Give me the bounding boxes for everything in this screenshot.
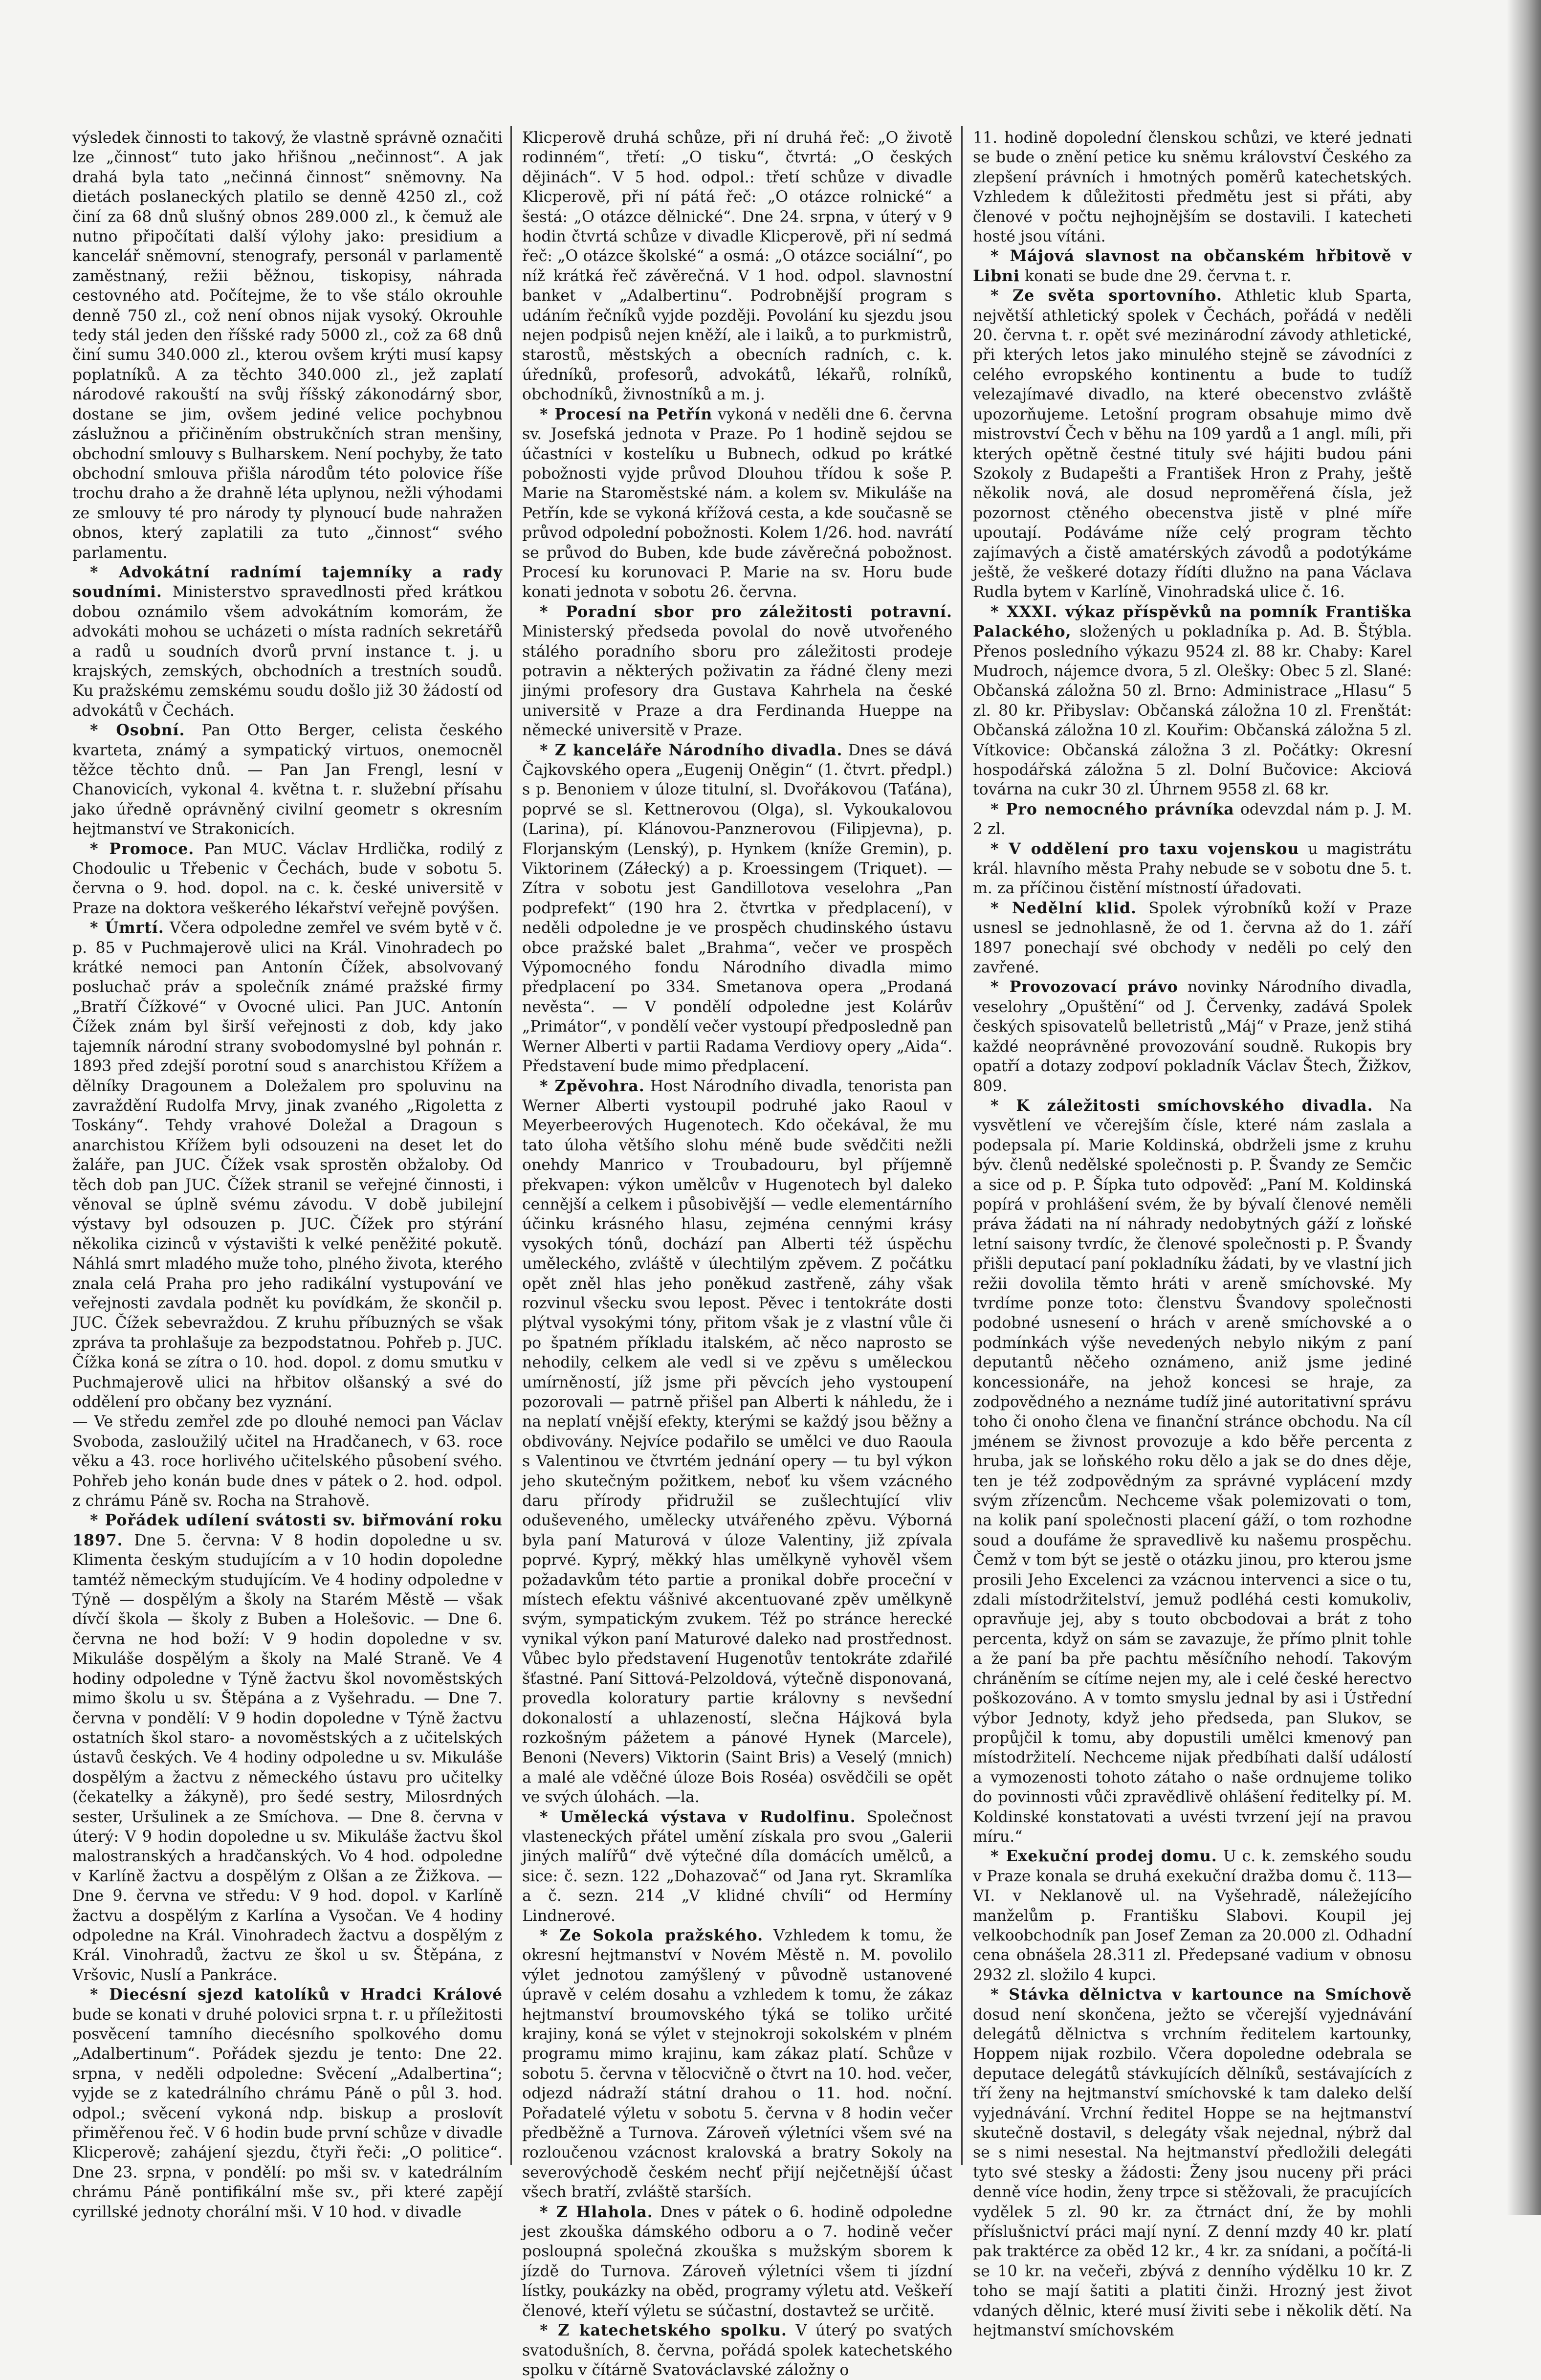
article-paragraph	[72, 839, 503, 919]
article-text: u magistrátu král. hlavního města Prahy nebude se v sobotu dne 5. t. m. za příčinou čistění místností úřadovati.	[973, 840, 1412, 898]
article-text: Klicperově druhá schůze, při ní druhá řeč: „O životě rodinném“, třetí: „O tisku“, čtvrtá: „O českých dějinách“. V 5 hod. odpol.: třetí schůze v divadle Klicperově, při ní pátá řeč: „O otázce rolnické“ a šestá: „O otázce dělnické“. Dne 24. srpna, v úterý v 9 hodin čtvrtá schůze v divadle Klicperově, při ní sedmá řeč: „O otázce školské“ a osmá: „O otázce sociální“, po níž krátká řeč závěrečná. V 1 hod. odpol. slavnostní banket v „Adalbertinu“. Podrobnější program s udáním řečníků vyjde později. Povolání ku sjezdu jsou nejen podpisů nejen kněží, ale i laiků, a to purkmistrů, starostů, městských a obecních radních, c. k. úředníků, profesorů, advokátů, lékařů, rolníků, obchodníků, živnostníků a m. j.	[522, 129, 952, 404]
article-heading: * Umělecká výstava v Rudolfinu.	[540, 1807, 856, 1826]
column-divider	[510, 126, 512, 2165]
article-heading: * Nedělní klid.	[991, 899, 1137, 917]
article-heading: * Diecésní sjezd katolíků v Hradci Králové	[90, 1985, 503, 2004]
article-text: dosud není skončena, ježto se včerejší vyjednávání delegátů dělnictva s vrchním ředitelem kartounky, Hoppem nijak rozbilo. Včera dopoledne odebrala se deputace delegátů stávkujících dělníků, sestávajících z tří ženy na hejtmanství smíchovské k tam daleko delší vyjednávání. Vrchní ředitel Hoppe se na hejtmanství skutečně dostavil, s delegáty však nejednal, nýbrž dal se s nimi nesestal. Na hejtmanství předložili delegáti tyto své stesky a žádosti: Ženy jsou nuceny při práci denně více hodin, ženy trpce si stěžovali, že pracujících vydělek 5 zl. 90 kr. za čtrnáct dní, že by mohli příslušnictví práci mají nyní. Z denní mzdy 40 kr. platí pak traktérce za oběd 12 kr., 4 kr. za snídani, a počítá-li se 10 kr. na večeři, zbývá z denního výdělku 10 kr. Z toho se mají šatiti a platiti činži. Hrozný jest život vdaných dělnic, které musí živiti sebe i několik dětí. Na hejtmanství smíchovském	[973, 2005, 1412, 2340]
article-heading: * Ze světa sportovního.	[991, 286, 1222, 305]
article-text: — Ve středu zemřel zde po dlouhé nemoci pan Václav Svoboda, zasloužilý učitel na Hradčanech, v 63. roce věku a 43. roce horlivého učitelského působení svého. Pohřeb jeho konán bude dnes v pátek o 2. hod. odpol. z chrámu Páně sv. Rocha na Strahově.	[72, 1413, 503, 1510]
article-heading: * Procesí na Petřín	[540, 405, 713, 423]
article-paragraph	[522, 2203, 952, 2321]
article-paragraph	[72, 563, 503, 721]
column-divider	[961, 126, 963, 2165]
article-text: Dnes v pátek o 6. hodině odpoledne jest zkouška dámského odboru a o 7. hodině večer posloupná společná zkouška s mužským sborem k jízdě do Turnova. Zároveň výletníci všem ti jízdní lístky, poukázky na oběd, programy výletu atd. Veškeří členové, kteří výletu se súčastní, dostavtež se určitě.	[522, 2203, 953, 2320]
article-paragraph	[973, 977, 1412, 1096]
article-text: Společnost vlasteneckých přátel umění získala pro svou „Galerii jiných malířů“ dvě výtečné díla domácích umělců, a sice: č. sezn. 122 „Dohazovač“ od Janа ryt. Skramlíka a č. sezn. 214 „V klidné chvíli“ od Hermíny Lindnerové.	[522, 1808, 952, 1925]
article-heading: * K záležitosti smíchovského divadla.	[991, 1096, 1373, 1115]
article-paragraph	[72, 721, 503, 839]
article-heading: * Z kanceláře Národního divadla.	[540, 741, 843, 759]
article-text: Včera odpoledne zemřel ve svém bytě v č. p. 85 v Puchmajerově ulici na Král. Vinohradech po krátké nemoci pan Antonín Čížek, absolvovaný posluchač práv a společník známé pražské firmy „Bratří Čížkové“ v Ovocné ulici. Pan JUC. Antonín Čížek znám byl širší veřejnosti z dob, kdy jako tajemník národní strany svobodomyslné byl pohnán r. 1893 před zdejší porotní soud s anarchistou Křížem a dělníky Dragounem a Doležalem pro spoluvinu na zavraždění Rudolfa Mrvy, jinak zvaného „Rigoletta z Toskány“. Tehdy vrahové Doležal a Dragoun s anarchistou Křížem byli odsouzeni na deset let do žaláře, pan JUC. Čížek vsak sprostěn obžaloby. Od těch dob pan JUC. Čížek stranil se veřejné činnosti, i věnoval se úplně svému závodu. V době jubilejní výstavy byl odsouzen p. JUC. Čížek pro stýrání několika cizinců v výstavišti k velké peněžité pokutě. Náhlá smrt mladého muže toho, plného života, kterého znala celá Praha pro jeho radikální vystupování ve veřejnosti zavdala podnět ku povídkám, že skončil p. JUC. Čížek sebevraždou. Z kruhu příbuzných se však zpráva ta prohlašuje za bezpodstatnou. Pohřeb p. JUC. Čížka koná se zítra o 10. hod. dopol. z domu smutku v Puchmajerově ulici na hřbitov olšanský a své do oddělení pro občany bez vyznání.	[72, 919, 503, 1411]
article-paragraph	[522, 602, 952, 741]
article-text: Na vysvětlení ve včerejším čísle, které nám zaslala a podepsala pí. Marie Koldinská, obdrželi jsme z kruhu býv. členů nedělské společnosti p. P. Švandy ze Semčic a sice od p. P. Šípka tuto odpověď: „Paní M. Koldinská popírá v prohlášení svém, že by bývalí členové neměli práva žádati na ní náhrady nedobytných gáží z loňské letní saisony tvrdíc, že členové společnosti p. P. Švandy přišli deputací paní pokladníku žádati, by ve vlastní jich režii dovolila těmto hráti v areně smíchovské. My tvrdíme ponze toto: členstvu Švandovy společnosti podobné usnesení o hrách v areně smíchovské a o podmínkách výše nevedených nebylo nikým z paní deputantů něčeho oznámeno, aniž jsme jediné koncessionáře, na jehož koncesi se hraje, za zodpovědného a neznáme tudíž jiné autoritativní správu toho či onoho člena ve finanční stránce obchodu. Na cíl jménem se živnost provozuje a kdo běře percenta z hruba, jak se loňského roku dělo a jak se do dnes děje, ten je též zodpovědným za správné vyplácení mzdy svým zřízencům. Nechceme však polemizovati o tom, na kolik paní společnosti placení gáží, o tom rozhodne soud a doufáme že spravedlivě ku našemu prospěchu. Čemž v tom být se jestě o otázku jinou, pro kterou jsme prosili Jeho Excelenci za vzácnou intervenci a sice o tu, zdali místodržitelství, jemuž podléhá cesti komukoliv, opravňuje jej, aby s touto obcbodovai a brát z toho percenta, když on sám se zavazuje, že přímo plnit tohle a že paní ba pře pachtu měsíčního nehodí. Takovým chráněním se cítíme nejen my, ale i celé české herectvo poškozováno. A v tomto smyslu jednal by asi i Ústřední výbor Jednoty, když jeho předseda, pan Slukov, se propůjčil k tomu, aby dopustili umělci kmenový pan místodržitelí. Nechceme nijak předbíhati další událostí a vymozenosti tohoto zátaho o naše ordnujeme toliko do povinnosti vůči zpravědlivě ohlášení ředitelky pí. M. Koldinské konstatovati a uvésti tvrzení její na pravou míru.“	[973, 1097, 1412, 1846]
article-heading: * Osobní.	[90, 721, 185, 740]
article-paragraph	[522, 1926, 952, 2203]
article-text: Athletic klub Sparta, největší athletický spolek v Čechách, pořádá v neděli 20. června t. r. opět své mezinárodní závody athletické, při kterých letos jako minulého stejně se závodníci z celého evropského kontinentu a bude to tudíž velezajímavé divadlo, na které obecenstvo zvláště upozorňujeme. Letošní program obsahuje mimo dvě mistrovství Čech v běhu na 109 yardů a 1 angl. míli, při kterých opětně čestné tituly své hájiti budou páni Szokoly z Budapešti a František Hron z Prahy, ještě několik nová, ale dosud neproměřená čísla, jež pozornost ctěného obecenstva jistě v plné míře upoutají. Podáváme níže celý program těchto zajímavých a čistě amatérských závodů a podotýkáme ještě, že veškeré dotazy řídíti dlužno na pana Václava Rudla bytem v Karlíně, Vinohradská ulice č. 16.	[973, 287, 1412, 601]
article-heading: * Poradní sbor pro záležitosti potravní.	[540, 602, 952, 621]
article-text: Ministerský předseda povolal do nově utvořeného stálého poradního sboru pro záležitosti prodeje potravin a některých poživatin za řádné členy mezi jinými profesory dra Gustava Kahrhela na české universitě v Praze a dra Ferdinanda Hueppe na německé universitě v Praze.	[522, 623, 952, 740]
article-paragraph	[72, 128, 503, 563]
article-text: U c. k. zemského soudu v Praze konala se druhá exekuční dražba domu č. 113—VI. v Neklanově ul. na Vyšehradě, náležejícího manželům p. Františku Slabovi. Koupil jej velkoobchodník pan Josef Zeman za 20.000 zl. Odhadní cena obnášela 28.311 zl. Předepsané vadium v obnosu 2932 zl. složilo 4 kupci.	[973, 1848, 1412, 1984]
article-heading: * Úmrtí.	[90, 919, 164, 937]
article-text: 11. hodině dopolední členskou schůzi, ve které jednati se bude o znění petice ku sněmu království Českého za zlepšení právních i hmotných poměrů katechetských. Vzhledem k důležitosti předmětu jest si přáti, aby členové v počtu nejhojnějším se dostavili. I katecheti hosté jsou vítáni.	[973, 129, 1412, 246]
article-heading: * Ze Sokola pražského.	[540, 1926, 764, 1944]
article-paragraph	[72, 918, 503, 1412]
article-text: odevzdal nám p. J. M. 2 zl.	[973, 800, 1412, 838]
article-paragraph	[522, 2321, 952, 2380]
article-heading: * Pro nemocného právníka	[991, 800, 1234, 818]
article-paragraph	[522, 1077, 952, 1807]
article-heading: * Májová slavnost na občanském hřbitově v Libni	[973, 247, 1412, 285]
article-text: Dne 5. června: V 8 hodin dopoledne u sv. Klimenta českým studujícím a v 10 hodin dopoledne tamtéž německým studujícím. Ve 4 hodiny odpoledne v Týně — dospělým a školy na Starém Městě — však dívčí škola — školy z Buben a Holešovic. — Dne 6. června ne hod boží: V 9 hodin dopoledne v sv. Mikuláše dospělým a školy na Malé Straně. Ve 4 hodiny odpoledne v Týně žactvu škol novoměstských mimo školu u sv. Štěpána a z Vyšehradu. — Dne 7. června v pondělí: V 9 hodin dopoledne v Týně žactvu ostatních škol staro- a novoměstských a z učitelských ústavů českých. Ve 4 hodiny odpoledne u sv. Mikuláše dospělým a žactvu z německého ústavu pro učitelky (čekatelky a žákyně), pro šedé sestry, Milosrdných sester, Uršulinek a ze Smíchova. — Dne 8. června v úterý: V 9 hodin dopoledne u sv. Mikuláše žactvu škol malostranských a hradčanských. Vo 4 hod. odpoledne v Karlíně žactvu a dospělým z Olšan a ze Žižkova. — Dne 9. června ve středu: V 9 hod. dopol. v Karlíně žactvu a dospělým z Karlína a Vysočan. Ve 4 hodiny odpoledne na Král. Vinohradech žactvu a dospělým z Král. Vinohradů, žactvu ze škol u sv. Štěpána, z Vršovic, Nuslí a Pankráce.	[72, 1531, 503, 1984]
article-paragraph	[973, 286, 1412, 602]
article-heading: * Pořádek udílení svátosti sv. biřmování roku 1897.	[72, 1511, 503, 1549]
column-middle	[522, 128, 953, 2379]
article-heading: * Stávka dělnictva v kartounce na Smíchově	[991, 1985, 1412, 2004]
article-paragraph	[973, 602, 1412, 800]
article-paragraph	[973, 1096, 1412, 1847]
article-paragraph	[522, 1807, 952, 1926]
article-paragraph	[522, 128, 952, 405]
article-text: výsledek činnosti to takový, že vlastně správně označiti lze „činnost“ tuto jako hřišnou „nečinnost“. A jak drahá byla tato „nečinná činnost“ sněmovny. Na dietách poslaneckých platilo se denně 4250 zl., což činí za 68 dnů slušný obnos 289.000 zl., k čemuž ale nutno připočítati další výlohy jako: presidium a kancelář sněmovní, stenografy, personál v parlamentě zaměstnaný, režii běžnou, tiskopisy, náhrada cestovného atd. Počítejme, že to vše stálo okrouhle denně 750 zl., což není obnos nijak vysoký. Okrouhle tedy stál jeden den říšské rady 5000 zl., což za 68 dnů činí sumu 340.000 zl., kterou ovšem krýti musí kapsy poplatníků. A za těchto 340.000 zl., jež zaplatí národové rakouští na svůj říšský zákonodárný sbor, dostane se jim, ovšem jediné velice pochybnou záslužnou a přičiněním obstrukčních stran menšiny, obchodní smlouvy s Bulharskem. Není pochyby, že tato obchodní smlouva přišla národům této polovice říše trochu draho a že drahně léta uplynou, nežli výhodami ze smlouvy té pro národy ty plynoucí bude nahražen obnos, který zaplatili za tuto „činnost“ svého parlamentu.	[72, 129, 503, 562]
article-paragraph	[522, 741, 952, 1077]
article-text: novinky Národního divadla, veselohry „Opuštění“ od J. Červenky, zadává Spolek českých spisovatelů belletristů „Máj“ v Praze, jenž stihá každé neoprávněné provozování soudně. Rukopis bry opatří a dotazy zodpoví pokladník Václav Štech, Žižkov, 809.	[973, 978, 1412, 1095]
article-heading: * Provozovací právo	[991, 978, 1178, 996]
article-paragraph	[522, 405, 952, 602]
article-text: konati se bude dne 29. června t. r.	[1025, 267, 1292, 285]
article-heading: * Zpěvohra.	[540, 1077, 645, 1095]
article-paragraph	[72, 1511, 503, 1985]
article-text: Host Národního divadla, tenorista pan Werner Alberti vystoupil podruhé jako Raoul v Meyerbeerových Hugenotech. Kdo očekával, že mu tato úloha většího slohu méně bude svědčiti nežli onehdy Manrico v Troubadouru, byl příjemně překvapen: výkon umělcův v Hugenotech byl daleko cennější a celkem i působivější — vedle elementárního účinku krásného hlasu, zejména cennými krásy vysokých tónů, dochází pan Alberti též úspěchu uměleckého, zvláště v úlechtilým zpěvem. Z počátku opět zněl hlas jeho poněkud zastřeně, záhy však rozvinul všecku svou lepost. Pěvec i tentokráte dosti plýtval vysokými tóny, přitom však je z vlastní vůle či po špatném příkladu italském, ač něco naprosto se nehodily, celkem ale vedl si ve zpěvu s uměleckou umírněností, jíž jsme při pěvcích jeho vystoupení pozorovali — patrně přišel pan Alberti k náhledu, že i na neplatí vnější efekty, kterými se každý jsou běžny a obdivovány. Nejvíce podařilo se umělci ve duo Raoula s Valentinou ve čtvrtém jednání opery — tu byl výkon jeho skutečným požitkem, neboť ku všem vzácného daru přírody přidružil se zušlechtující vliv oduševeného, umělecky utvářeného zpěvu. Výborná byla paní Maturová v úloze Valentiny, již zpívala poprvé. Kyprý, měkký hlas umělkyně vyhověl všem požadavkům této partie a pronikal dobře proceční v místech efektu vášnivé akcentuované zpěv umělkyně svým, sympatickým zvukem. Též po stránce herecké vynikal výkon paní Maturové daleko nad prostřednost. Vůbec bylo představení Hugenotův tentokráte zdařilé šťastné. Paní Sittová-Pelzoldová, výtečně disponovaná, provedla koloratury partie královny s nevšední dokonalostí a uhlazeností, slečna Hájková byla rozkošným pážetem a pánové Hynek (Marcele), Benoni (Nevers) Viktorin (Saint Bris) a Veselý (mnich) a malé ale vděčné úloze Bois Roséa) osvědčili se opět ve svých úlohách. —la.	[522, 1077, 952, 1807]
article-paragraph	[72, 1985, 503, 2222]
article-paragraph	[973, 246, 1412, 286]
article-heading: * Advokátní radnímí tajemníky a rady soudními.	[72, 563, 503, 601]
article-paragraph	[973, 800, 1412, 839]
article-paragraph	[72, 1412, 503, 1511]
article-heading: * Promoce.	[90, 839, 195, 858]
article-paragraph	[973, 128, 1412, 246]
article-text: Dnes se dává Čajkovského opera „Eugenij Oněgin“ (1. čtvrt. předpl.) s p. Benoniem v úloze titulní, sl. Dvořákovou (Taťána), poprvé se sl. Kettnerovou (Olga), sl. Vykoukalovou (Larina), pí. Klánovou-Panznerovou (Filipjevna), p. Florjanským (Lenský), p. Hynkem (kníže Gremin), p. Viktorinem (Záłecký) a p. Kroessingem (Triquet). — Zítra v sobotu jest Gandillotova veselohra „Pan podprefekt“ (190 hra 2. čtvrtka v předplacení), v neděli odpoledne je ve prospěch chudinského ústavu obce pražské balet „Brahma“, večer ve prospěch Výpomocného fondu Národního divadla mimo předplacení po 334. Smetanova opera „Prodaná nevěsta“. — V pondělí odpoledne jest Kolárův „Primátor“, v pondělí večer vystoupí předposledně pan Werner Alberti v partii Radama Verdiovy opery „Aida“. Představení bude mimo předplacení.	[522, 741, 952, 1076]
column-right	[973, 128, 1412, 2340]
article-heading: * Exekuční prodej domu.	[991, 1847, 1217, 1866]
page-edge-shadow	[1507, 0, 1541, 2215]
article-heading: * Z Hlahola.	[540, 2203, 653, 2221]
article-text: Pan Otto Berger, celista českého kvarteta, známý a sympatický virtuos, onemocněl těžce těchto dnů. — Pan Jan Frengl, lesní v Chanovicích, vykonal 4. května t. r. služební přísahu jako úředně oprávněný civilní geometr s okresním hejtmanství ve Strakonicích.	[72, 722, 503, 838]
article-heading: * Z katechetského spolku.	[540, 2321, 787, 2340]
article-text: Vzhledem k tomu, že okresní hejtmanství v Novém Městě n. M. povolilo výlet jednotou zamýšlený v původně ustanovené úpravě v celém dosahu a vzhledem k tomu, že zákaz hejtmanství broumovského týká se toliko určité krajiny, koná se výlet v stejnokroji sokolském v plném programu mimo krajinu, kam zákaz platí. Schůze v sobotu 5. června v tělocvičně o čtvrt na 10. hod. večer, odjezd nádraží státní drahou o 11. hod. noční. Pořadatelé výletu v sobotu 5. června v 8 hodin večer předběžně a Turnova. Zároveň výletníci všem své na rozloučenou vzácnost kralovská a bratry Sokoly na severovýchodě českém nechť přijí nejčetnější účast všech bratří, zvláště starších.	[522, 1926, 952, 2202]
article-text: vykoná v neděli dne 6. června sv. Josefská jednota v Praze. Po 1 hodině sejdou se účastníci v kostelíku u Bubnech, odkud po krátké pobožnosti vyjde průvod Dlouhou třídou k sošе P. Marie na Staroměstské nám. a kolem sv. Mikuláše na Petřín, kde se vykoná křížová cesta, a kde současně se průvod odpolední pobožnosti. Kolem 1/26. hod. navrátí se průvod do Buben, kde bude závěrečná pobožnost. Procesí ku korunovaci P. Marie na sv. Horu bude konati jednota v sobotu 26. června.	[522, 405, 953, 601]
article-paragraph	[973, 899, 1412, 978]
article-text: bude se konati v druhé polovici srpna t. r. u příležitosti posvěcení tamního diecésního spolkového domu „Adalbertinum“. Pořádek sjezdu je tento: Dne 22. srpna, v neděli odpoledne: Svěcení „Adalbertina“; vyjde se z katedrálního chrámu Páně o půl 3. hod. odpol.; svěcení vykoná ndp. biskup a proslovít přiměřenou řeč. V 6 hodin bude první schůze v divadle Klicperově; zahájení sjezdu, čtyři řeči: „O politice“. Dne 23. srpna, v pondělí: po mši sv. v katedrálním chrámu Páně pontifikální mše sv., při které zapějí cyrillské jednoty chorální mši. V 10 hod. v divadle	[72, 2005, 503, 2221]
column-left	[72, 128, 503, 2221]
article-text: Ministerstvo spravedlnosti před krátkou dobou oznámilo všem advokátním komorám, že advokáti mohou se ucházeti o místa radních sekretářů a radů u soudních dvorů první instance t. j. u krajských, zemských, obchodních a trestních soudů. Ku pražskému zemskému soudu došlo již 30 žádostí od advokátů v Čechách.	[72, 583, 503, 720]
article-paragraph	[973, 839, 1412, 899]
article-heading: * XXXI. výkaz příspěvků na pomník Františka Palackého,	[973, 602, 1412, 641]
article-text: Spolek výrobníků koží v Praze usnesl se jednohlasně, že od 1. června až do 1. září 1897 ponechají své obchody v neděli po celý den zavřené.	[973, 899, 1412, 977]
article-paragraph	[973, 1847, 1412, 1985]
article-heading: * V oddělení pro taxu vojenskou	[991, 839, 1299, 858]
article-text: Pan MUC. Václav Hrdlička, rodilý z Chodoulic u Třebenic v Čechách, bude v sobotu 5. června o 9. hod. dopol. na c. k. české universitě v Praze na doktora veškerého lékařství veřejně povýšen.	[72, 840, 503, 917]
article-text: složených u pokladníka p. Ad. B. Štýbla. Přenos posledního výkazu 9524 zl. 88 kr. Chaby: Karel Mudroch, nájemce dvora, 5 zl. Olešky: Obec 5 zl. Slané: Občanská záložna 50 zl. Brno: Administrace „Hlasu“ 5 zl. 80 kr. Přibyslav: Občanská záložna 10 zl. Frenštát: Občanská záložna 10 zl. Kouřim: Občanská záložna 5 zl. Vítkovice: Občanská záložna 3 zl. Počátky: Okresní hospodářská záložna 5 zl. Dolní Bučovice: Akciová továrna na cukr 30 zl. Úhrnem 9558 zl. 68 kr.	[973, 623, 1412, 799]
article-paragraph	[973, 1985, 1412, 2340]
article-text: V úterý po svatých svatodušních, 8. června, pořádá spolek katechetského spolku v čítárně Svatováclavské záložny o	[522, 2322, 953, 2379]
